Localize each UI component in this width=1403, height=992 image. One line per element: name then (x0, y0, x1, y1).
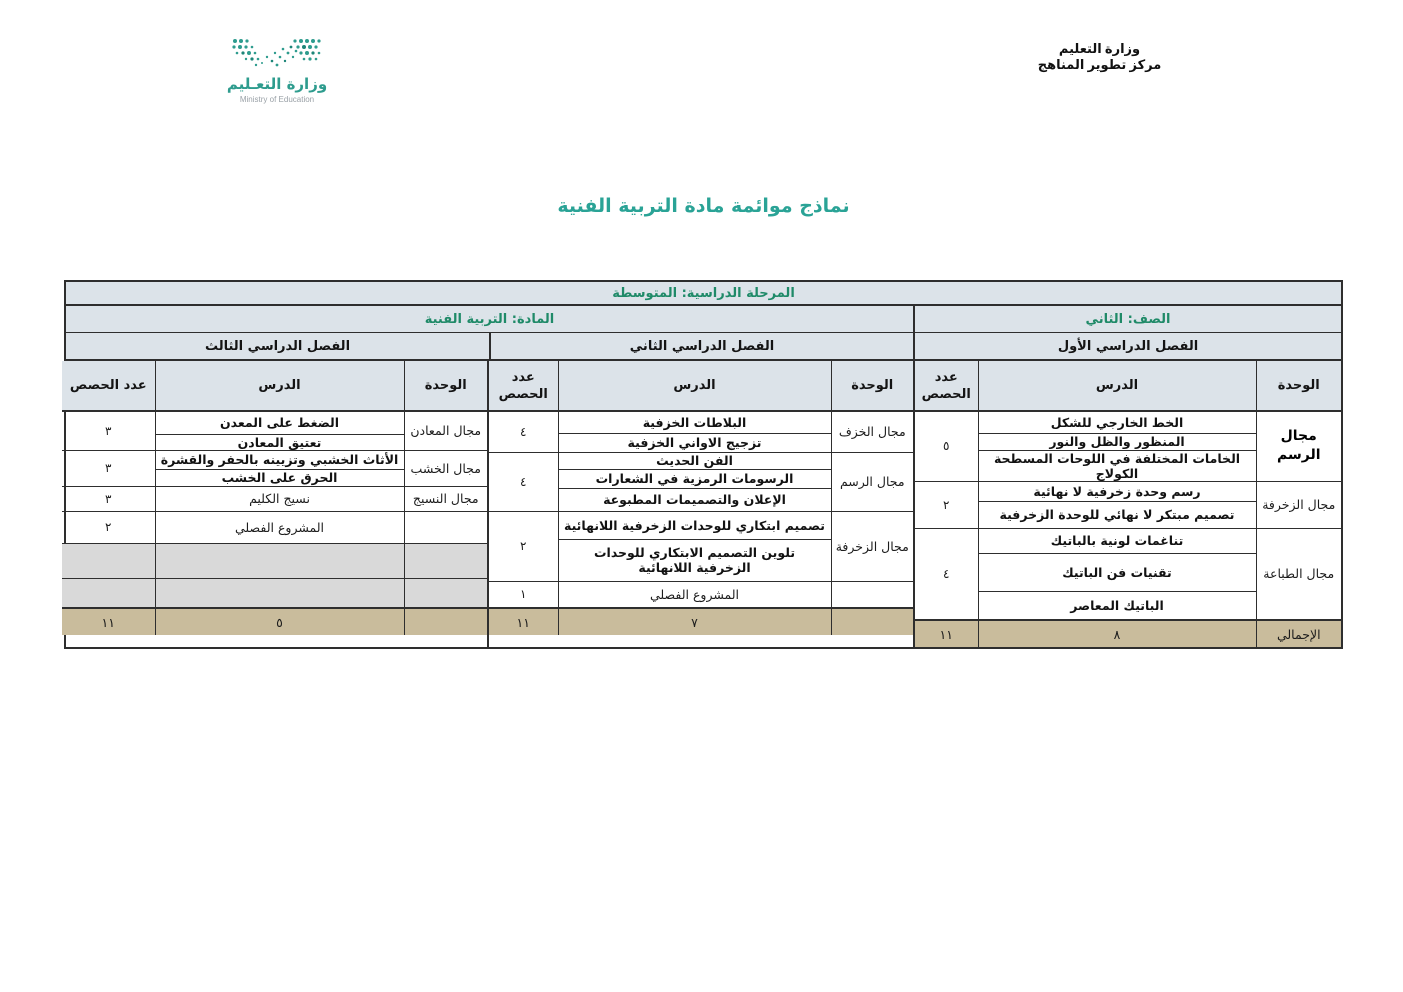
totals-label: الإجمالي (1256, 620, 1341, 647)
lesson-column-header: الدرس (978, 361, 1256, 411)
grade-label: الصف: الثاني (1085, 311, 1171, 327)
unit-cell: مجال الزخرفة (1256, 481, 1341, 528)
semester-2-group (489, 361, 915, 647)
periods-column-header: عدد الحصص (915, 361, 978, 411)
totals-row (62, 608, 487, 635)
totals-row (489, 608, 913, 635)
lesson-column-header: الدرس (558, 361, 831, 411)
totals-label (404, 608, 487, 635)
unit-cell (831, 581, 913, 608)
totals-lessons: ٨ (978, 620, 1256, 647)
lesson-cell: الفن الحديث (558, 452, 831, 469)
periods-cell: ٤ (489, 452, 558, 511)
periods-cell: ٣ (62, 450, 155, 486)
lesson-cell: الحرق على الخشب (155, 469, 404, 486)
table-row (62, 411, 487, 434)
lesson-cell: المشروع الفصلي (155, 511, 404, 543)
letterhead (1012, 41, 1187, 73)
totals-row (915, 620, 1341, 647)
periods-cell: ٣ (62, 486, 155, 511)
periods-cell: ٤ (915, 528, 978, 620)
empty-row (62, 578, 487, 608)
lesson-cell (155, 578, 404, 608)
unit-cell: مجال الخشب (404, 450, 487, 486)
grade-subject-row (66, 306, 1341, 333)
ministry-logo (218, 38, 336, 104)
table-row (62, 486, 487, 511)
unit-column-header: الوحدة (1256, 361, 1341, 411)
table-row (915, 481, 1341, 501)
table-row (915, 528, 1341, 553)
lesson-cell: الخط الخارجي للشكل (978, 411, 1256, 433)
table-row (489, 411, 913, 433)
subject-cell (66, 306, 915, 332)
grade-cell (915, 306, 1341, 332)
lesson-cell: نسيج الكليم (155, 486, 404, 511)
unit-cell: مجال المعادن (404, 411, 487, 450)
lesson-cell: تصميم مبتكر لا نهائي للوحدة الزخرفية (978, 501, 1256, 528)
totals-lessons: ٧ (558, 608, 831, 635)
periods-cell: ٣ (62, 411, 155, 450)
semester-3-group (62, 361, 489, 647)
unit-column-header: الوحدة (831, 361, 913, 411)
semester-header-row (66, 333, 1341, 361)
unit-cell: مجال الطباعة (1256, 528, 1341, 620)
empty-row (62, 543, 487, 578)
totals-periods: ١١ (915, 620, 978, 647)
table-row (489, 452, 913, 469)
lesson-cell: الباتيك المعاصر (978, 591, 1256, 620)
totals-periods: ١١ (62, 608, 155, 635)
lesson-cell: الضغط على المعدن (155, 411, 404, 434)
unit-cell: مجال الخزف (831, 411, 913, 452)
table-row (62, 450, 487, 469)
table-row (915, 411, 1341, 433)
lesson-cell: الخامات المختلفة في اللوحات المسطحة الكولاج (978, 450, 1256, 481)
curriculum-table (64, 280, 1343, 649)
letterhead-line1: وزارة التعليم (1058, 41, 1141, 56)
semester-groups (66, 361, 1341, 647)
periods-cell: ٢ (489, 511, 558, 581)
logo-arabic-text: وزارة التعـليم (226, 75, 328, 93)
unit-cell (404, 511, 487, 543)
periods-cell (62, 578, 155, 608)
totals-lessons: ٥ (155, 608, 404, 635)
lesson-cell: المشروع الفصلي (558, 581, 831, 608)
lesson-cell: تعتيق المعادن (155, 434, 404, 450)
stage-header-row (66, 282, 1341, 306)
lesson-column-header: الدرس (155, 361, 404, 411)
periods-cell: ٢ (915, 481, 978, 528)
unit-cell: مجال الزخرفة (831, 511, 913, 581)
periods-cell: ١ (489, 581, 558, 608)
periods-cell: ٤ (489, 411, 558, 452)
totals-label (831, 608, 913, 635)
semester-3-header: الفصل الدراسي الثالث (66, 333, 491, 359)
lesson-cell: الأثاث الخشبي وتزيينه بالحفر والقشرة (155, 450, 404, 469)
unit-column-header: الوحدة (404, 361, 487, 411)
lesson-cell: البلاطات الخزفية (558, 411, 831, 433)
stage-label: المرحلة الدراسية: المتوسطة (612, 285, 795, 301)
lesson-cell: الإعلان والتصميمات المطبوعة (558, 488, 831, 511)
periods-column-header: عدد الحصص (489, 361, 558, 411)
periods-cell: ٥ (915, 411, 978, 481)
lesson-cell: تصميم ابتكاري للوحدات الزخرفية اللانهائية (558, 511, 831, 539)
lesson-cell (155, 543, 404, 578)
table-row (489, 581, 913, 608)
column-header-row (62, 361, 487, 411)
lesson-cell: تقنيات فن الباتيك (978, 553, 1256, 591)
ministry-logo-dots-icon (218, 38, 336, 72)
column-header-row (915, 361, 1341, 411)
table-row (489, 511, 913, 539)
column-header-row (489, 361, 913, 411)
semester-1-group (915, 361, 1341, 647)
unit-cell (404, 543, 487, 578)
subject-label: المادة: التربية الفنية (424, 311, 555, 327)
page-title: نماذج موائمة مادة التربية الفنية (557, 195, 850, 217)
lesson-cell: تلوين التصميم الابتكاري للوحدات الزخرفية اللانهائية (558, 539, 831, 581)
unit-cell: مجال النسيج (404, 486, 487, 511)
lesson-cell: المنظور والظل والنور (978, 433, 1256, 450)
totals-periods: ١١ (489, 608, 558, 635)
semester-1-header: الفصل الدراسي الأول (1057, 338, 1199, 354)
logo-english-text: Ministry of Education (239, 95, 315, 104)
lesson-cell: الرسومات الرمزية في الشعارات (558, 469, 831, 488)
periods-cell: ٢ (62, 511, 155, 543)
unit-cell: مجال الرسم (831, 452, 913, 511)
letterhead-line2: مركز تطوير المناهج (1037, 57, 1162, 72)
periods-column-header: عدد الحصص (62, 361, 155, 411)
table-row (62, 511, 487, 543)
periods-cell (62, 543, 155, 578)
unit-cell: مجال الرسم (1256, 411, 1341, 481)
semester-2-header: الفصل الدراسي الثاني (491, 333, 915, 359)
lesson-cell: رسم وحدة زخرفية لا نهائية (978, 481, 1256, 501)
lesson-cell: تزجيج الاواني الخزفية (558, 433, 831, 452)
lesson-cell: تناغمات لونية بالباتيك (978, 528, 1256, 553)
unit-cell (404, 578, 487, 608)
